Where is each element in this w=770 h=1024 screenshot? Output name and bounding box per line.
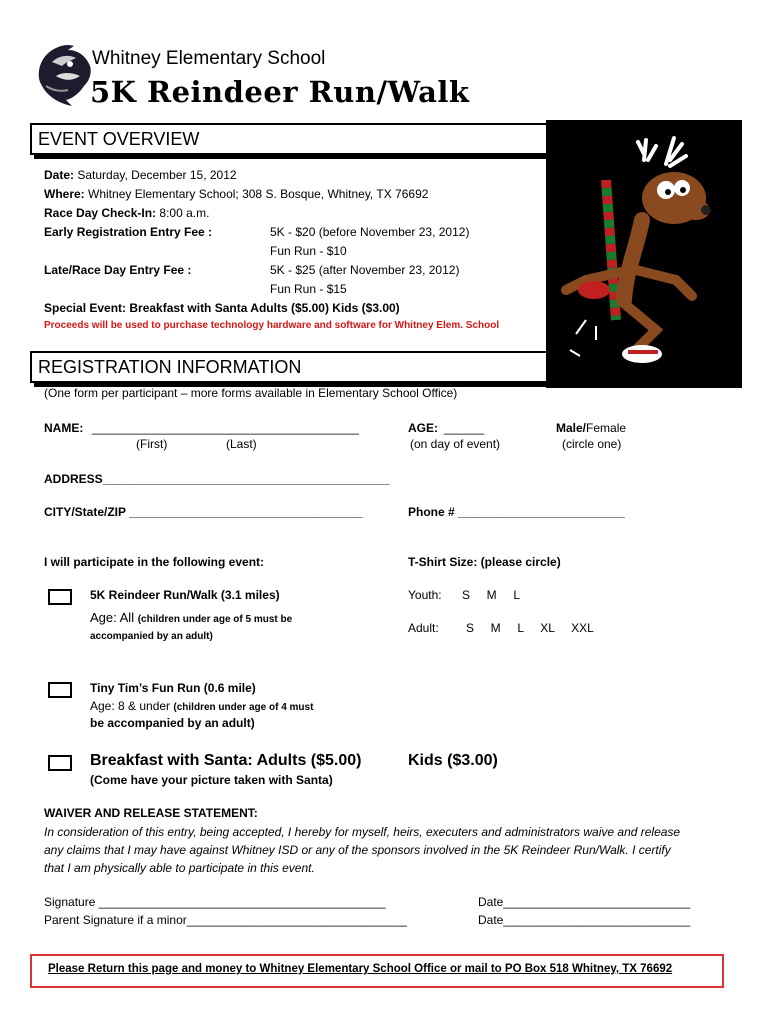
name-label: NAME: bbox=[44, 421, 84, 435]
phone-field[interactable]: Phone # _________________________ bbox=[408, 505, 625, 519]
signature-field[interactable]: Signature ___________________________________________ bbox=[44, 895, 386, 909]
event-funrun-label: Tiny Tim’s Fun Run (0.6 mile) bbox=[90, 681, 256, 695]
female-option[interactable]: Female bbox=[586, 421, 627, 435]
return-instructions-box bbox=[30, 954, 724, 988]
event-overview-title: EVENT OVERVIEW bbox=[38, 129, 200, 149]
age-field[interactable]: ______ bbox=[444, 421, 485, 435]
event-breakfast-kids: Kids ($3.00) bbox=[408, 752, 498, 769]
where-label: Where: bbox=[44, 187, 85, 201]
date-field-1[interactable]: Date____________________________ bbox=[478, 895, 691, 909]
registration-title: REGISTRATION INFORMATION bbox=[38, 357, 302, 377]
date-field-2[interactable]: Date____________________________ bbox=[478, 913, 691, 927]
date-label: Date: bbox=[44, 168, 75, 182]
event-5k-checkbox[interactable] bbox=[48, 589, 72, 605]
waiver-line-1: In consideration of this entry, being accepted, I hereby for myself, heirs, executers and administrators waive and release bbox=[44, 825, 681, 839]
event-funrun-age-note: (children under age of 4 must bbox=[173, 702, 314, 713]
event-overview-header bbox=[30, 123, 548, 155]
school-name: Whitney Elementary School bbox=[92, 48, 326, 69]
adult-label: Adult: bbox=[408, 621, 439, 635]
gender-hint: (circle one) bbox=[562, 437, 622, 451]
late-fee-label: Late/Race Day Entry Fee : bbox=[44, 263, 192, 277]
late-fee-5k: 5K - $25 (after November 23, 2012) bbox=[270, 263, 460, 277]
event-breakfast-checkbox[interactable] bbox=[48, 755, 72, 771]
checkin-value: 8:00 a.m. bbox=[159, 206, 210, 220]
address-field[interactable]: ADDRESS___________________________________________ bbox=[44, 472, 390, 486]
return-instructions: Please Return this page and money to Whitney Elementary School Office or mail to PO Box 518 Whitney, TX 76692 bbox=[48, 963, 673, 975]
event-funrun-age bbox=[90, 699, 313, 713]
first-name-hint: (First) bbox=[136, 437, 168, 451]
gender-select[interactable] bbox=[556, 421, 626, 435]
where-row bbox=[44, 187, 428, 201]
name-field[interactable]: ________________________________________ bbox=[92, 421, 359, 435]
tshirt-label: T-Shirt Size: (please circle) bbox=[408, 555, 561, 569]
where-value: Whitney Elementary School; 308 S. Bosque, Whitney, TX 76692 bbox=[88, 187, 429, 201]
parent-signature-field[interactable]: Parent Signature if a minor_________________________________ bbox=[44, 913, 407, 927]
special-event: Special Event: Breakfast with Santa Adults ($5.00) Kids ($3.00) bbox=[44, 301, 400, 315]
early-fee-5k: 5K - $20 (before November 23, 2012) bbox=[270, 225, 470, 239]
date-value: Saturday, December 15, 2012 bbox=[77, 168, 237, 182]
waiver-line-2: any claims that I may have against Whitney ISD or any of the sponsors involved in the 5K Reindeer Run/Walk. I certify bbox=[44, 843, 671, 857]
reindeer-image bbox=[546, 120, 742, 388]
male-option[interactable]: Male/ bbox=[556, 421, 587, 435]
running-reindeer-illustration bbox=[546, 120, 742, 388]
late-fee-fun: Fun Run - $15 bbox=[270, 282, 347, 296]
checkin-label: Race Day Check-In: bbox=[44, 206, 157, 220]
school-logo bbox=[32, 42, 96, 108]
adult-sizes[interactable]: S M L XL XXL bbox=[466, 621, 594, 635]
event-funrun-checkbox[interactable] bbox=[48, 682, 72, 698]
waiver-line-3: that I am physically able to participate in this event. bbox=[44, 861, 315, 875]
date-row bbox=[44, 168, 237, 182]
event-breakfast-label: Breakfast with Santa: Adults ($5.00) bbox=[90, 752, 362, 769]
page-title: 5K Reindeer Run/Walk bbox=[90, 75, 470, 109]
wildcat-mascot-icon bbox=[32, 42, 96, 108]
event-funrun-age-note2: be accompanied by an adult) bbox=[90, 716, 255, 730]
event-5k-age-note: (children under age of 5 must be bbox=[137, 614, 293, 625]
event-breakfast-note: (Come have your picture taken with Santa) bbox=[90, 773, 333, 787]
checkin-row bbox=[44, 206, 209, 220]
age-hint: (on day of event) bbox=[410, 437, 501, 451]
last-name-hint: (Last) bbox=[226, 437, 257, 451]
early-fee-label: Early Registration Entry Fee : bbox=[44, 225, 213, 239]
waiver-heading: WAIVER AND RELEASE STATEMENT: bbox=[44, 806, 258, 820]
event-5k-age-text: Age: All bbox=[90, 610, 135, 625]
event-5k-age-note2: accompanied by an adult) bbox=[90, 631, 213, 642]
age-label: AGE: bbox=[408, 421, 438, 435]
event-5k-label: 5K Reindeer Run/Walk (3.1 miles) bbox=[90, 588, 280, 602]
participate-label: I will participate in the following event: bbox=[44, 555, 265, 569]
youth-sizes[interactable]: S M L bbox=[462, 588, 521, 602]
event-5k-age bbox=[90, 610, 292, 625]
proceeds-note: Proceeds will be used to purchase technology hardware and software for Whitney Elem. School bbox=[44, 320, 500, 331]
event-funrun-age-text: Age: 8 & under bbox=[90, 699, 171, 713]
registration-header bbox=[30, 351, 548, 383]
city-field[interactable]: CITY/State/ZIP ___________________________________ bbox=[44, 505, 363, 519]
registration-note: (One form per participant – more forms available in Elementary School Office) bbox=[44, 386, 458, 400]
early-fee-fun: Fun Run - $10 bbox=[270, 244, 347, 258]
youth-label: Youth: bbox=[408, 588, 442, 602]
